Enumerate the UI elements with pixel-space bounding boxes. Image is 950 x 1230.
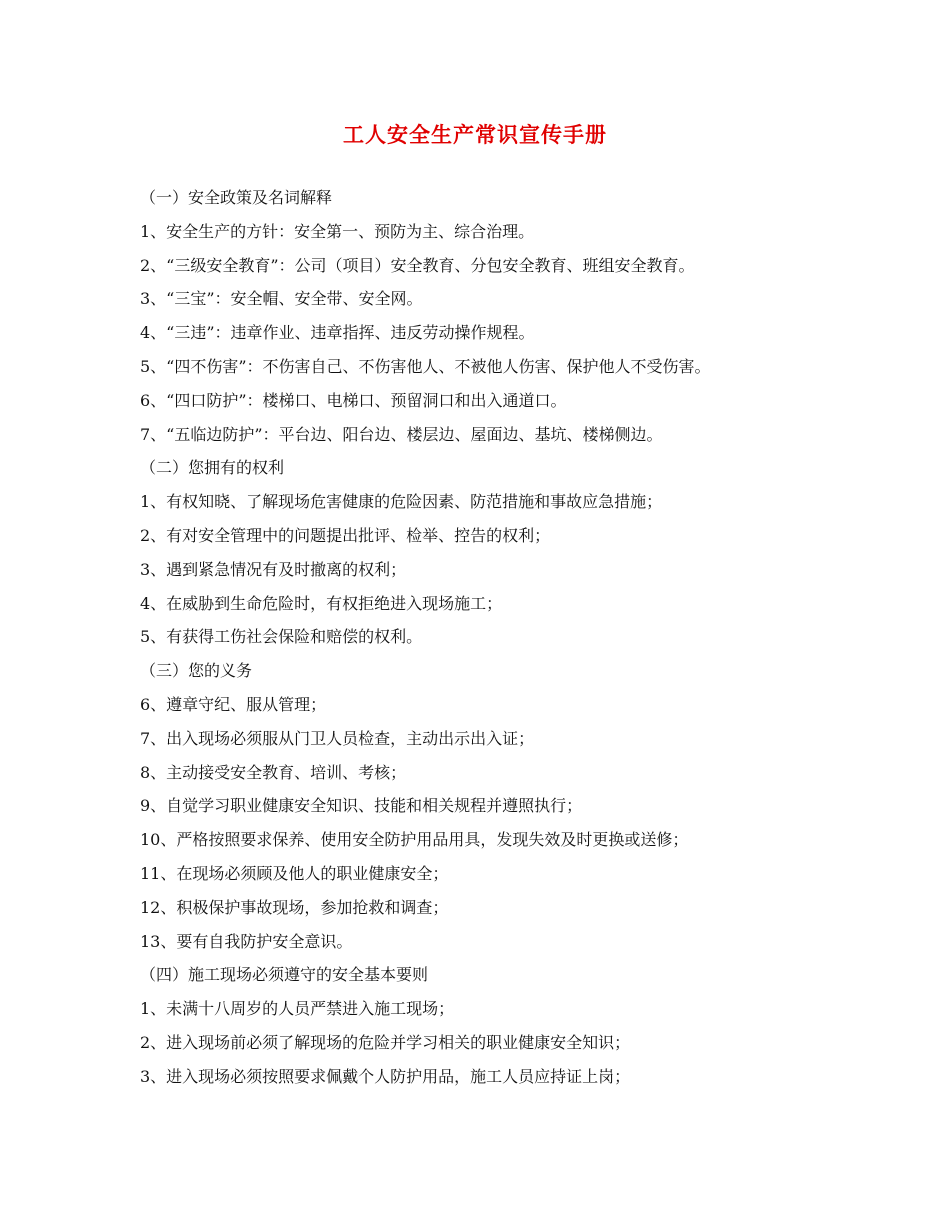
section-heading: （四）施工现场必须遵守的安全基本要则 [140, 965, 429, 985]
list-item: 6、“四口防护”：楼梯口、电梯口、预留洞口和出入通道口。 [140, 390, 567, 410]
list-item: 13、要有自我防护安全意识。 [140, 931, 353, 951]
list-item: 9、自觉学习职业健康安全知识、技能和相关规程并遵照执行； [140, 796, 583, 816]
list-item: 12、积极保护事故现场，参加抢救和调查； [140, 897, 449, 917]
list-item: 1、未满十八周岁的人员严禁进入施工现场； [140, 999, 455, 1019]
list-item: 7、“五临边防护”：平台边、阳台边、楼层边、屋面边、基坑、楼梯侧边。 [140, 424, 663, 444]
list-item: 3、进入现场必须按照要求佩戴个人防护用品，施工人员应持证上岗； [140, 1066, 631, 1086]
list-item: 6、遵章守纪、服从管理； [140, 694, 327, 714]
list-item: 2、进入现场前必须了解现场的危险并学习相关的职业健康安全知识； [140, 1032, 631, 1052]
list-item: 4、“三违”：违章作业、违章指挥、违反劳动操作规程。 [140, 323, 535, 343]
list-item: 5、“四不伤害”：不伤害自己、不伤害他人、不被他人伤害、保护他人不受伤害。 [140, 356, 711, 376]
section-heading: （三）您的义务 [140, 661, 253, 681]
list-item: 3、“三宝”：安全帽、安全带、安全网。 [140, 289, 423, 309]
list-item: 7、出入现场必须服从门卫人员检查，主动出示出入证； [140, 728, 535, 748]
section-heading: （一）安全政策及名词解释 [140, 188, 333, 207]
list-item: 11、在现场必须顾及他人的职业健康安全； [140, 863, 449, 883]
list-item: 10、严格按照要求保养、使用安全防护用品用具，发现失效及时更换或送修； [140, 830, 689, 850]
list-item: 1、有权知晓、了解现场危害健康的危险因素、防范措施和事故应急措施； [140, 492, 663, 512]
document-body [140, 181, 840, 1094]
list-item: 2、有对安全管理中的问题提出批评、检举、控告的权利； [140, 525, 551, 545]
section-heading: （二）您拥有的权利 [140, 458, 285, 478]
page-title: 工人安全生产常识宣传手册 [343, 123, 607, 147]
list-item: 3、遇到紧急情况有及时撤离的权利； [140, 559, 407, 579]
list-item: 1、安全生产的方针：安全第一、预防为主、综合治理。 [140, 221, 535, 241]
list-item: 8、主动接受安全教育、培训、考核； [140, 762, 407, 782]
list-item: 4、在威胁到生命危险时，有权拒绝进入现场施工； [140, 593, 503, 613]
list-item: 5、有获得工伤社会保险和赔偿的权利。 [140, 627, 423, 647]
list-item: 2、“三级安全教育”：公司（项目）安全教育、分包安全教育、班组安全教育。 [140, 255, 695, 275]
